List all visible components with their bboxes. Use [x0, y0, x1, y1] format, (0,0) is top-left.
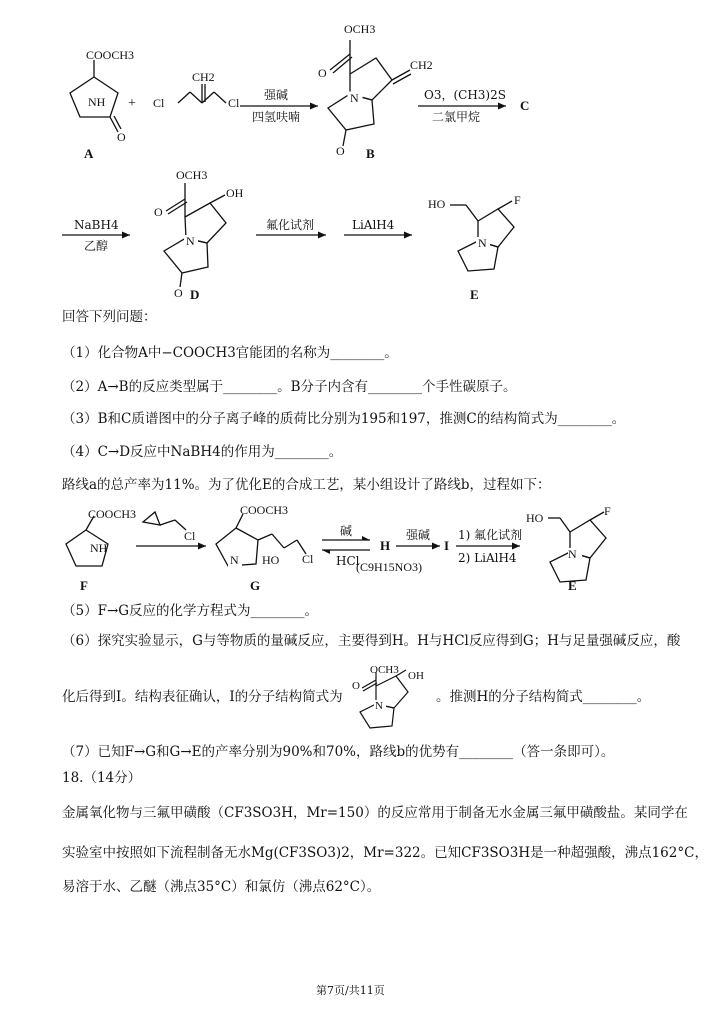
compound-D-och3: OCH3 [176, 168, 208, 182]
question-6-line-2-suffix: 。推测H的分子结构简式________。 [436, 689, 651, 705]
compound-E2-label: E [568, 578, 577, 593]
answer-intro: 回答下列问题： [62, 309, 157, 325]
compound-F-label: F [80, 578, 88, 593]
compound-D-n: N [186, 234, 195, 248]
compound-I-n: N [375, 700, 383, 712]
question-2: （2）A→B的反应类型属于________。B分子内含有________个手性碳原子。 [62, 379, 517, 395]
compound-B-o-bottom: O [336, 144, 345, 158]
compound-C-label: C [520, 98, 530, 113]
compound-I-oh: OH [408, 670, 424, 682]
compound-G-cooch3: COOCH3 [240, 503, 289, 517]
question-18-paragraph-1: 金属氧化物与三氟甲磺酸（CF3SO3H，Mr=150）的反应常用于制备无水金属三氟甲磺酸盐。某同学在 [62, 805, 688, 821]
compound-E2-ho: HO [526, 511, 544, 525]
compound-A-nh: NH [88, 95, 106, 109]
compound-H-formula: (C9H15NO3) [356, 560, 422, 574]
compound-E2-f: F [604, 504, 611, 518]
compound-A-label: A [84, 146, 94, 161]
compound-G-cl: Cl [302, 552, 314, 566]
equilibrium-bottom: HCl [336, 554, 360, 568]
compound-I-och3: OCH3 [370, 664, 399, 676]
compound-I-label: I [444, 538, 450, 553]
compound-G-ho: HO [262, 553, 280, 567]
question-7: （7）已知F→G和G→E的产率分别为90%和70%，路线b的优势有________（答一条即可）。 [62, 744, 615, 760]
step-1-condition: 1) 氟化试剂 [458, 528, 523, 542]
equilibrium-top: 碱 [340, 524, 353, 538]
epoxide-cl: Cl [184, 529, 196, 543]
compound-B-label: B [366, 146, 375, 161]
compound-G-n: N [230, 553, 239, 567]
compound-B-n: N [350, 91, 359, 105]
reagent-cl-left: Cl [153, 96, 165, 110]
compound-I-o: O [352, 680, 360, 692]
compound-E-f: F [514, 193, 521, 207]
arrow2-condition-bottom: 二氯甲烷 [432, 110, 481, 124]
question-6-line-1: （6）探究实验显示，G与等物质的量碱反应，主要得到H。H与HCl反应得到G；H与足量强碱反应，酸 [62, 633, 681, 649]
question-1: （1）化合物A中−COOCH3官能团的名称为________。 [62, 345, 398, 361]
compound-B-o-top: O [318, 66, 327, 80]
compound-A-o: O [117, 130, 126, 144]
arrow4-condition: 氟化试剂 [266, 218, 315, 232]
question-18-header: 18.（14分） [62, 770, 142, 786]
reagent-cl-right: Cl [228, 96, 240, 110]
compound-E2-n: N [568, 547, 577, 561]
compound-A-cooch3: COOCH3 [86, 48, 135, 62]
compound-D-o-bottom: O [174, 286, 183, 300]
plus-sign: + [128, 96, 136, 111]
compound-F-nh: NH [90, 541, 108, 555]
page-footer: 第7页/共11页 [316, 984, 385, 997]
compound-E-label: E [470, 287, 479, 302]
question-6-line-2-prefix: 化后得到I。结构表征确认，I的分子结构简式为 [62, 689, 343, 705]
question-5: （5）F→G反应的化学方程式为________。 [62, 603, 319, 619]
question-18-paragraph-3: 易溶于水、乙醚（沸点35°C）和氯仿（沸点62°C）。 [62, 879, 381, 895]
compound-D-oh: OH [226, 186, 244, 200]
arrow5-condition: LiAlH4 [352, 218, 395, 232]
compound-G-label: G [250, 578, 261, 593]
arrow1-condition-top: 强碱 [264, 88, 289, 102]
compound-D-o-top: O [154, 205, 163, 219]
arrow-h-i-condition: 强碱 [406, 528, 431, 542]
compound-B-ch2: CH2 [410, 58, 433, 72]
compound-E-n: N [478, 236, 487, 250]
compound-D-label: D [190, 287, 200, 302]
reagent-ch2: CH2 [192, 70, 215, 84]
compound-F-cooch3: COOCH3 [88, 507, 137, 521]
arrow3-condition-top: NaBH4 [74, 218, 119, 232]
question-4: （4）C→D反应中NaBH4的作用为________。 [62, 444, 343, 460]
arrow2-condition-top: O3，(CH3)2S [424, 88, 506, 102]
compound-H-label: H [380, 538, 391, 553]
question-18-paragraph-2: 实验室中按照如下流程制备无水Mg(CF3SO3)2，Mr=322。已知CF3SO3H是一种超强酸，沸点162°C， [62, 845, 708, 861]
compound-E-ho: HO [428, 197, 446, 211]
step-2-condition: 2) LiAlH4 [458, 551, 517, 565]
compound-B-och3: OCH3 [344, 22, 376, 36]
route-b-intro: 路线a的总产率为11%。为了优化E的合成工艺，某小组设计了路线b，过程如下： [62, 477, 551, 493]
arrow3-condition-bottom: 乙醇 [84, 239, 109, 253]
scheme-row-2 [0, 165, 708, 305]
arrow1-condition-bottom: 四氢呋喃 [252, 110, 301, 124]
question-3: （3）B和C质谱图中的分子离子峰的质荷比分别为195和197，推测C的结构简式为________。 [62, 411, 626, 427]
